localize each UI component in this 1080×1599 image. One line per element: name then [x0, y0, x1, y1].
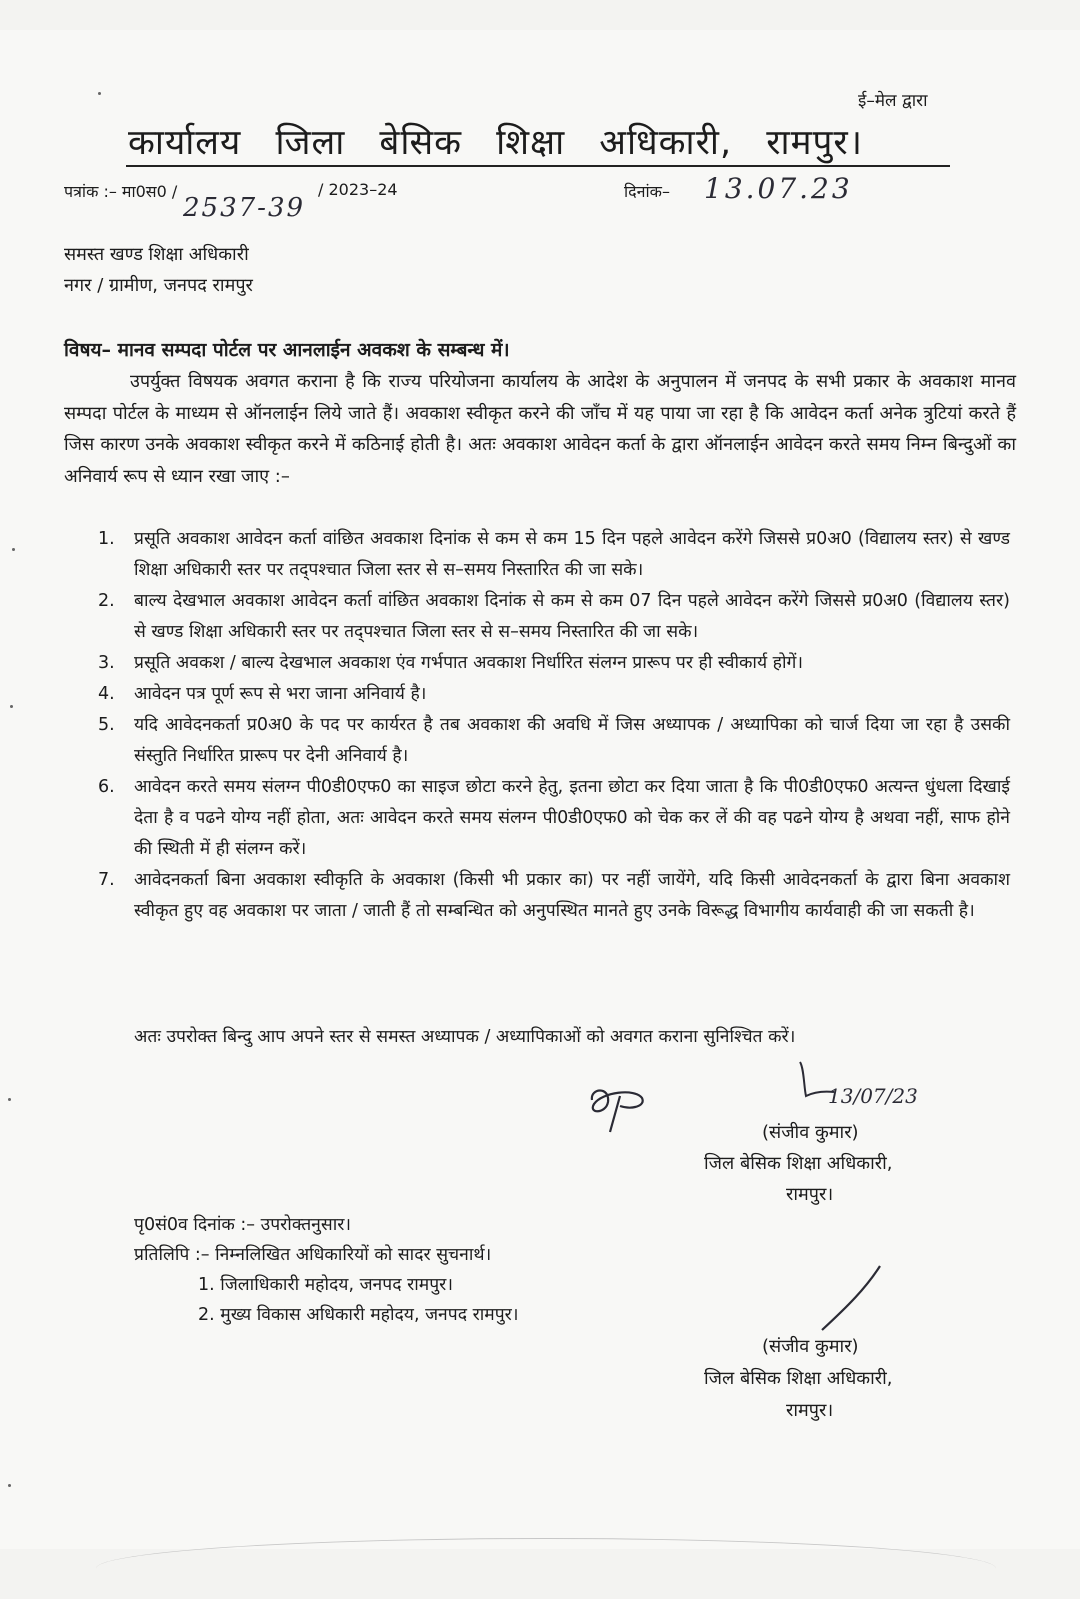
copy-item [198, 1272, 453, 1296]
list-item-number: 1. [98, 529, 115, 549]
list-item-number: 5. [98, 715, 115, 735]
list-item-text: बाल्य देखभाल अवकाश आवेदन कर्ता वांछित अवकाश दिनांक से कम से कम 07 दिन पहले आवेदन करेंगे जिससे प्र0अ0 (विद्यालय स्तर) से खण्ड शिक्षा अधिकारी स्तर पर तद्पश्चात जिला स्तर से स–समय निस्तारित की जा सके। [134, 591, 1010, 642]
reference-year: / 2023–24 [318, 180, 398, 199]
handwritten-reference-number: 2537-39 [183, 193, 306, 223]
addressee-line-1: समस्त खण्ड शिक्षा अधिकारी [64, 244, 249, 265]
list-item-number: 4. [98, 684, 115, 704]
list-item-text: आवेदन करते समय संलग्न पी0डी0एफ0 का साइज छोटा करने हेतु, इतना छोटा कर दिया जाता है कि पी0डी0एफ0 अत्यन्त धुंधला दिखाई देता है व पढने योग्य नहीं होता, अतः आवेदन करते समय संलग्न पी0डी0एफ0 को चेक कर लें की वह पढने योग्य है अथवा नहीं, साफ होने की स्थिती में ही संलग्न करें। [134, 777, 1010, 859]
speck [8, 1484, 11, 1487]
copy-reference: पृ0सं0व दिनांक :– उपरोक्तनुसार। [134, 1215, 352, 1235]
signature-stroke [810, 1260, 890, 1340]
list-item-text: आवेदन पत्र पूर्ण रूप से भरा जाना अनिवार्य है। [134, 684, 427, 704]
list-item-number: 3. [98, 653, 115, 673]
list-item [98, 772, 1010, 865]
speck [12, 548, 15, 551]
list-item-text: प्रसूति अवकश / बाल्य देखभाल अवकाश एंव गर्भपात अवकाश निर्धारित संलग्न प्रारूप पर ही स्वीकार्य होगें। [134, 653, 803, 673]
list-item [98, 648, 1010, 679]
copy-item-text: मुख्य विकास अधिकारी महोदय, जनपद रामपुर। [220, 1305, 519, 1325]
subject-line: विषय– मानव सम्पदा पोर्टल पर आनलाईन अवकश के सम्बन्ध में। [64, 339, 510, 361]
list-item [98, 586, 1010, 648]
list-item-text: आवेदनकर्ता बिना अवकाश स्वीकृति के अवकाश (किसी भी प्रकार का) पर नहीं जायेंगे, यदि किसी आवेदनकर्ता के द्वारा बिना अवकाश स्वीकृत हुए वह अवकाश पर जाता / जाती हैं तो सम्बन्धित को अनुपस्थित मानते हुए उनके विरूद्ध विभागीय कार्यवाही की जा सकती है। [134, 870, 1010, 921]
signatory-place: रामपुर। [786, 1400, 834, 1421]
instruction-list [98, 524, 1010, 927]
speck [10, 705, 13, 708]
list-item-text: यदि आवेदनकर्ता प्र0अ0 के पद पर कार्यरत है तब अवकाश की अवधि में जिस अध्यापक / अध्यापिका को चार्ज दिया जा रहा है उसकी संस्तुति निर्धारित प्रारूप पर देनी अनिवार्य है। [134, 715, 1011, 766]
title-underline [126, 165, 950, 167]
speck [8, 1098, 11, 1101]
signatory-name: (संजीव कुमार) [762, 1336, 859, 1357]
intro-text: उपर्युक्त विषयक अवगत कराना है कि राज्य परियोजना कार्यालय के आदेश के अनुपालन में जनपद के सभी प्रकार के अवकाश मानव सम्पदा पोर्टल के माध्यम से ऑनलाईन लिये जाते हैं। अवकाश स्वीकृत करने की जाँच में यह पाया जा रहा है कि आवेदन कर्ता अनेक त्रुटियां करते हैं जिस कारण उनके अवकाश स्वीकृत करने में कठिनाई होती है। अतः अवकाश आवेदन कर्ता के द्वारा ऑनलाईन आवेदन करते समय निम्न बिन्दुओं का अनिवार्य रूप से ध्यान रखा जाए :– [64, 371, 1016, 487]
list-item-number: 7. [98, 870, 115, 890]
copy-item [198, 1302, 518, 1326]
signature-date: 13/07/23 [828, 1084, 918, 1108]
initials-mark [580, 1080, 660, 1140]
intro-paragraph [64, 366, 1016, 492]
copy-label: प्रतिलिपि :– निम्नलिखित अधिकारियों को सादर सुचनार्थ। [134, 1245, 492, 1265]
copy-item-text: जिलाधिकारी महोदय, जनपद रामपुर। [220, 1275, 453, 1295]
list-item-number: 6. [98, 777, 115, 797]
signatory-designation: जिल बेसिक शिक्षा अधिकारी, [704, 1368, 893, 1389]
delivery-mode: ई–मेल द्वारा [858, 91, 928, 111]
office-title: कार्यालय जिला बेसिक शिक्षा अधिकारी, रामपुर। [128, 123, 863, 163]
list-item-text: प्रसूति अवकाश आवेदन कर्ता वांछित अवकाश दिनांक से कम से कम 15 दिन पहले आवेदन करेंगे जिससे प्र0अ0 (विद्यालय स्तर) से खण्ड शिक्षा अधिकारी स्तर पर तद्पश्चात जिला स्तर से स–समय निस्तारित की जा सके। [134, 529, 1010, 580]
reference-label: पत्रांक :– मा0स0 / [64, 182, 178, 201]
list-item [98, 710, 1010, 772]
copy-item-number: 1. [198, 1275, 215, 1295]
signatory-designation: जिल बेसिक शिक्षा अधिकारी, [704, 1153, 893, 1174]
signatory-name: (संजीव कुमार) [762, 1122, 859, 1143]
addressee-line-2: नगर / ग्रामीण, जनपद रामपुर [64, 275, 253, 296]
copy-item-number: 2. [198, 1305, 215, 1325]
list-item [98, 524, 1010, 586]
signatory-place: रामपुर। [786, 1184, 834, 1205]
list-item [98, 865, 1010, 927]
list-item-number: 2. [98, 591, 115, 611]
page-edge-shadow [96, 1538, 996, 1599]
closing-line: अतः उपरोक्त बिन्दु आप अपने स्तर से समस्त अध्यापक / अध्यापिकाओं को अवगत कराना सुनिश्चित करें। [134, 1027, 796, 1047]
speck [98, 92, 101, 95]
date-label: दिनांक– [624, 182, 670, 201]
handwritten-date: 13.07.23 [704, 172, 853, 205]
list-item [98, 679, 1010, 710]
